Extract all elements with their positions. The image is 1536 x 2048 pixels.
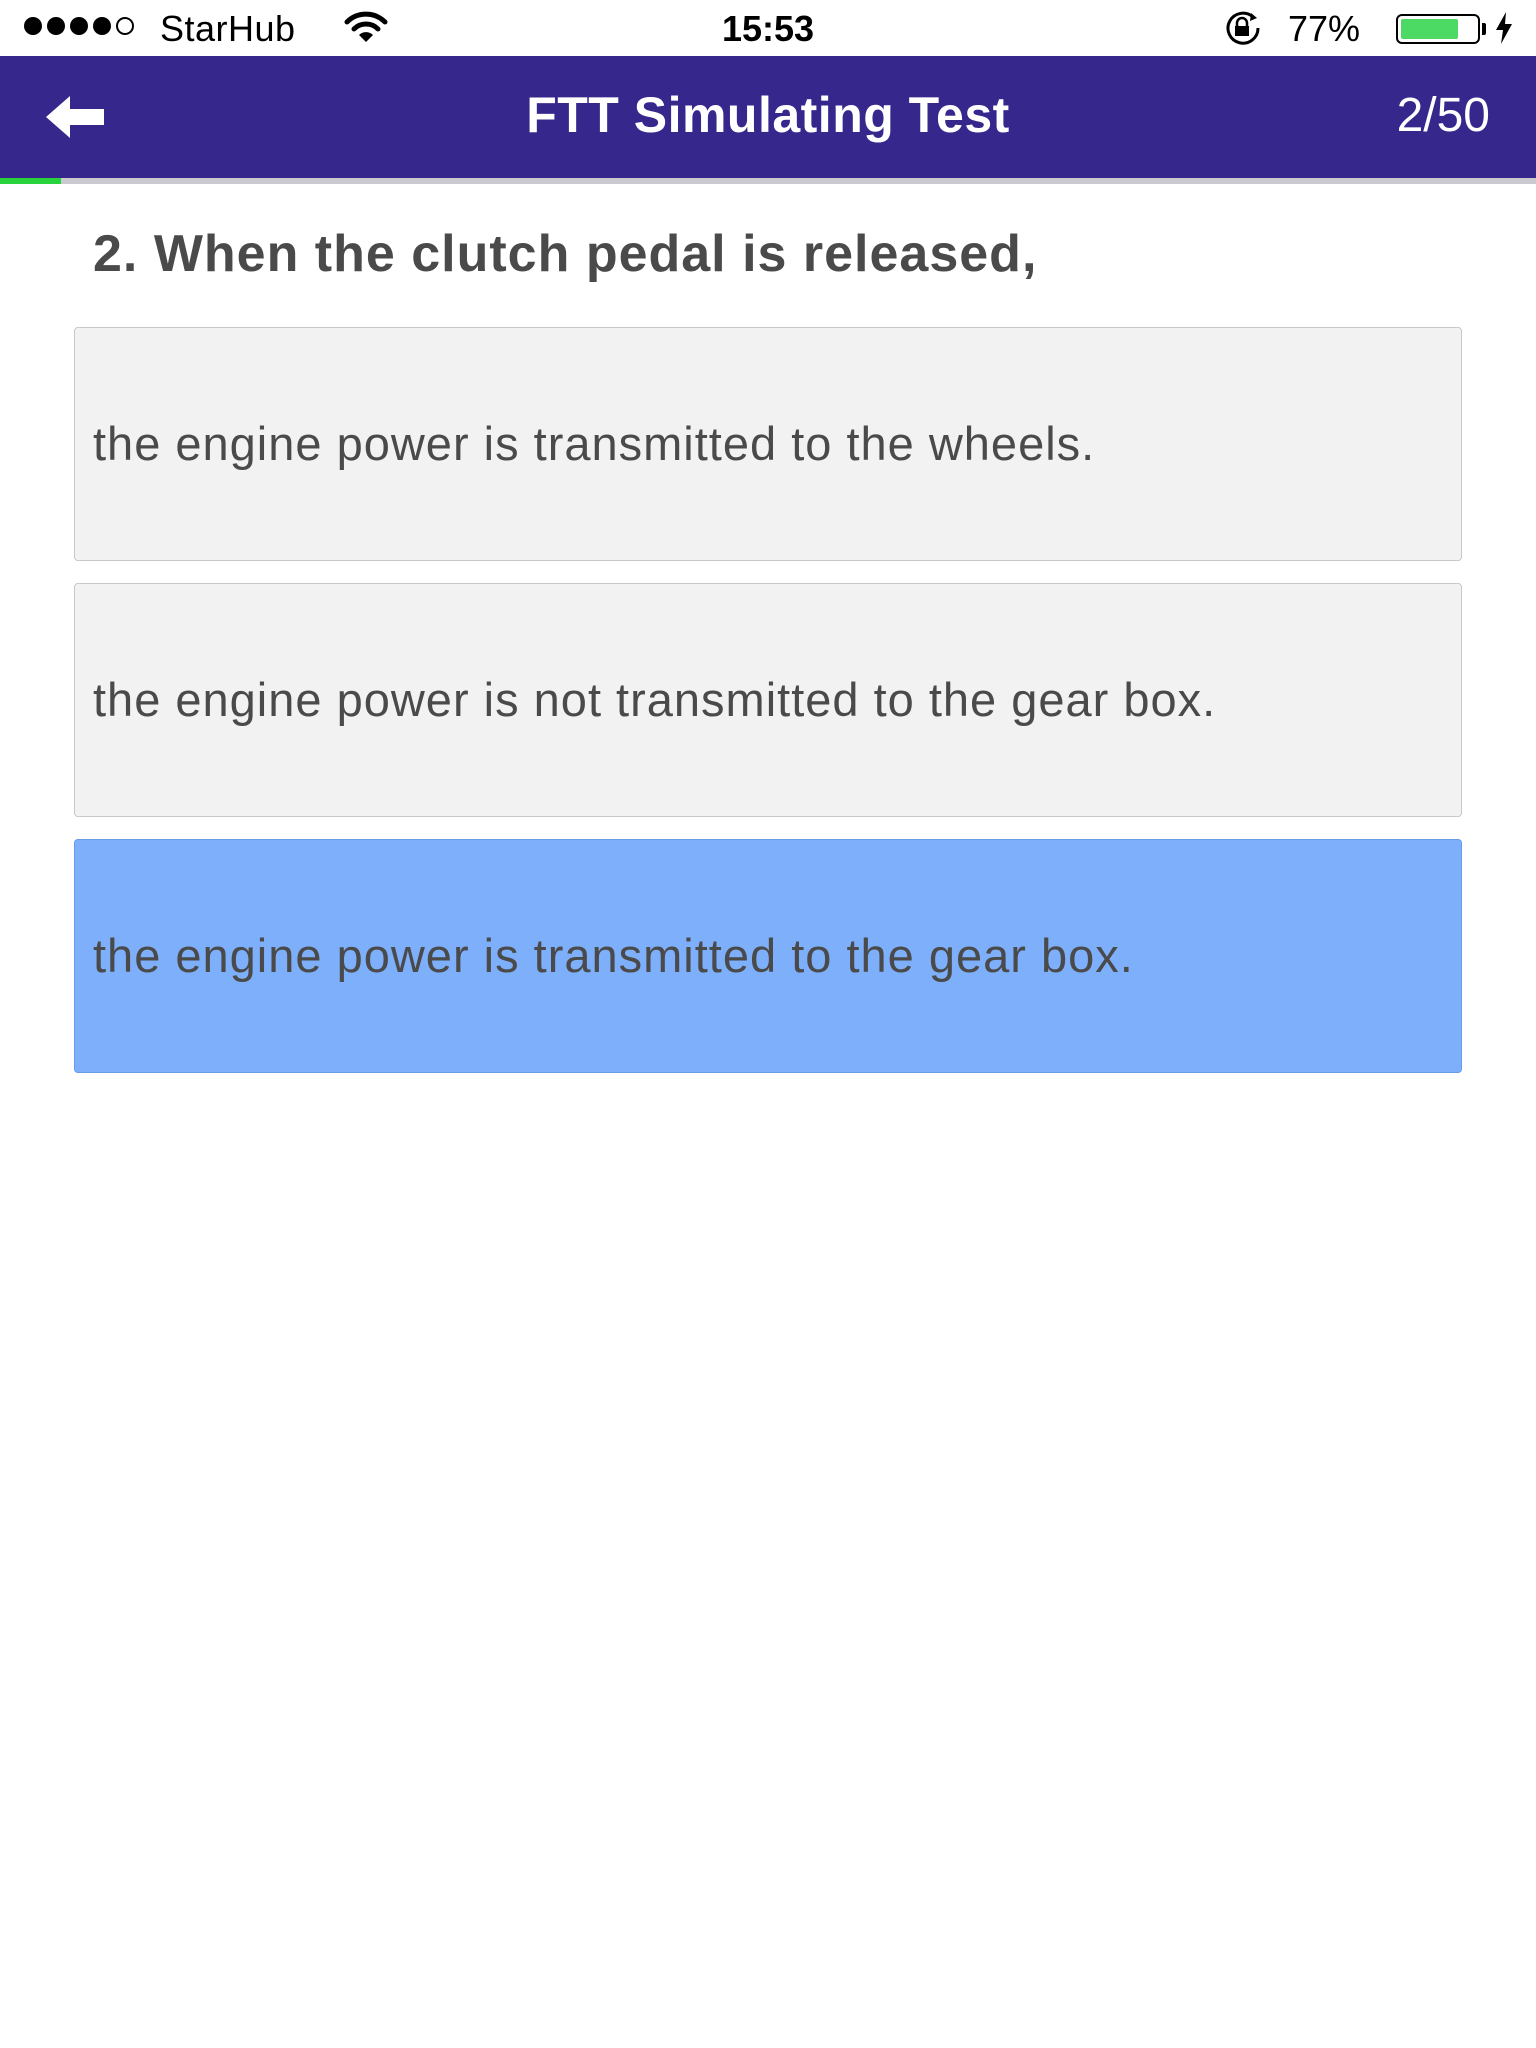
battery-nub (1482, 23, 1486, 35)
progress-bar (0, 178, 1536, 184)
answer-option-text: the engine power is transmitted to the gear box. (93, 929, 1134, 982)
answer-option[interactable] (74, 327, 1462, 561)
carrier-name: StarHub (160, 8, 296, 49)
rotation-lock-icon (1222, 11, 1266, 50)
app-header (0, 56, 1536, 178)
question-counter: 2/50 (1396, 89, 1490, 142)
answer-option-text: the engine power is transmitted to the wheels. (93, 417, 1096, 470)
charging-icon (1494, 11, 1514, 50)
status-time: 15:53 (721, 8, 815, 49)
battery-icon (1396, 14, 1480, 44)
progress-fill (0, 178, 61, 184)
answer-option[interactable] (74, 583, 1462, 817)
answer-option-text: the engine power is not transmitted to the gear box. (93, 673, 1217, 726)
status-bar (0, 0, 1536, 56)
answer-options (74, 327, 1462, 1095)
question-text: 2. When the clutch pedal is released, (93, 225, 1038, 283)
answer-option[interactable] (74, 839, 1462, 1073)
battery-percent: 77% (1288, 8, 1361, 49)
page-title: FTT Simulating Test (526, 87, 1010, 143)
